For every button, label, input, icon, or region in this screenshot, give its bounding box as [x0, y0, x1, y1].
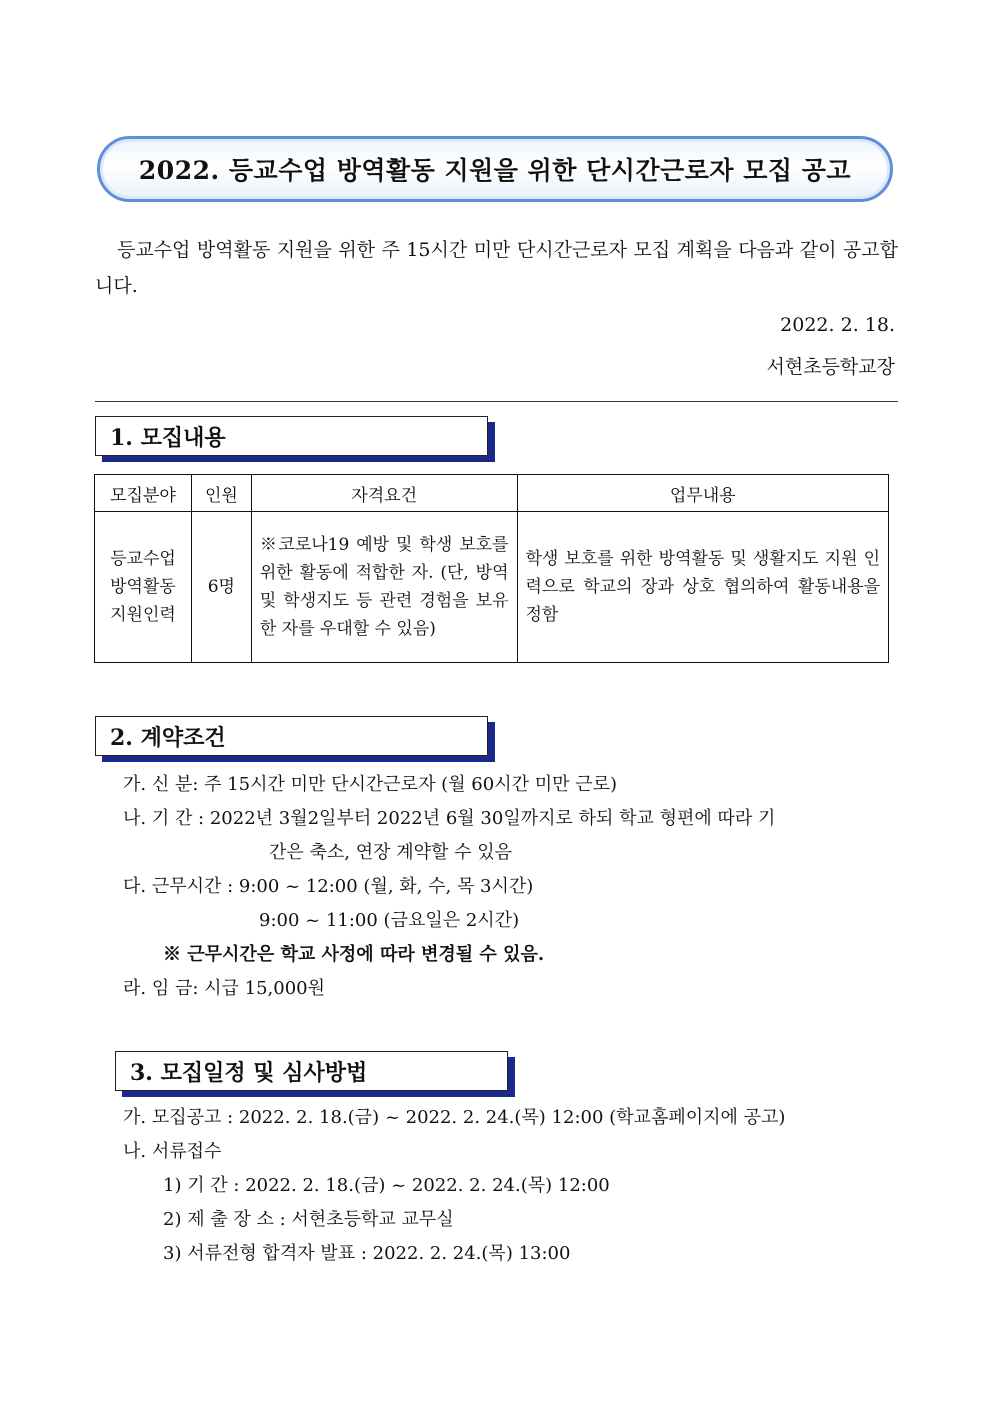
schedule-sub-result: 3) 서류전형 합격자 발표 : 2022. 2. 24.(목) 13:00: [163, 1243, 571, 1264]
notice-title-banner: [97, 136, 893, 202]
header-count: 인원: [191, 475, 251, 512]
term-hours-cont: 9:00 ~ 11:00 (금요일은 2시간): [259, 910, 520, 931]
cell-qualification: ※코로나19 예방 및 학생 보호를 위한 활동에 적합한 자. (단, 방역 및 학생지도 등 관련 경험을 보유한 자를 우대할 수 있음): [251, 512, 517, 663]
cell-field: [95, 512, 192, 663]
schedule-sub-place: 2) 제 출 장 소 : 서현초등학교 교무실: [163, 1209, 454, 1230]
cell-duties: 학생 보호를 위한 방역활동 및 생활지도 지원 인력으로 학교의 장과 상호 협의하여 활동내용을 정함: [517, 512, 889, 663]
table-header-row: [95, 475, 889, 512]
field-line: 방역활동: [110, 577, 176, 597]
schedule-notice: 가. 모집공고 : 2022. 2. 18.(금) ~ 2022. 2. 24.(목) 12:00 (학교홈페이지에 공고): [123, 1107, 786, 1128]
section3-heading: 3. 모집일정 및 심사방법: [115, 1051, 508, 1091]
term-period-cont: 간은 축소, 연장 계약할 수 있음: [269, 842, 512, 863]
header-duties: 업무내용: [517, 475, 889, 512]
term-hours: 다. 근무시간 : 9:00 ~ 12:00 (월, 화, 수, 목 3시간): [123, 876, 534, 897]
term-status: 가. 신 분: 주 15시간 미만 단시간근로자 (월 60시간 미만 근로): [123, 774, 618, 795]
schedule-documents: 나. 서류접수: [123, 1141, 222, 1162]
cell-count: 6명: [191, 512, 251, 663]
header-field: 모집분야: [95, 475, 192, 512]
schedule-list: [123, 1101, 898, 1271]
notice-title: 2022. 등교수업 방역활동 지원을 위한 단시간근로자 모집 공고: [138, 156, 852, 185]
section2-heading: 2. 계약조건: [95, 716, 488, 756]
issuer-name: 서현초등학교장: [766, 356, 895, 378]
header-qualification: 자격요건: [251, 475, 517, 512]
term-wage: 라. 임 금: 시급 15,000원: [123, 978, 325, 999]
contract-terms: [123, 768, 898, 1006]
term-period: 나. 기 간 : 2022년 3월2일부터 2022년 6월 30일까지로 하되 학교 형편에 따라 기: [123, 808, 776, 829]
recruitment-table: [94, 474, 889, 663]
notice-date: 2022. 2. 18.: [780, 314, 895, 336]
schedule-sub-period: 1) 기 간 : 2022. 2. 18.(금) ~ 2022. 2. 24.(목) 12:00: [163, 1175, 610, 1196]
field-line: 지원인력: [110, 605, 176, 625]
hours-note: ※ 근무시간은 학교 사정에 따라 변경될 수 있음.: [163, 944, 545, 965]
divider: [95, 401, 898, 402]
table-row: [95, 512, 889, 663]
field-line: 등교수업: [110, 549, 176, 569]
section1-heading: 1. 모집내용: [95, 416, 488, 456]
intro-text: 등교수업 방역활동 지원을 위한 주 15시간 미만 단시간근로자 모집 계획을 다음과 같이 공고합니다.: [95, 239, 898, 297]
intro-paragraph: [95, 232, 898, 304]
